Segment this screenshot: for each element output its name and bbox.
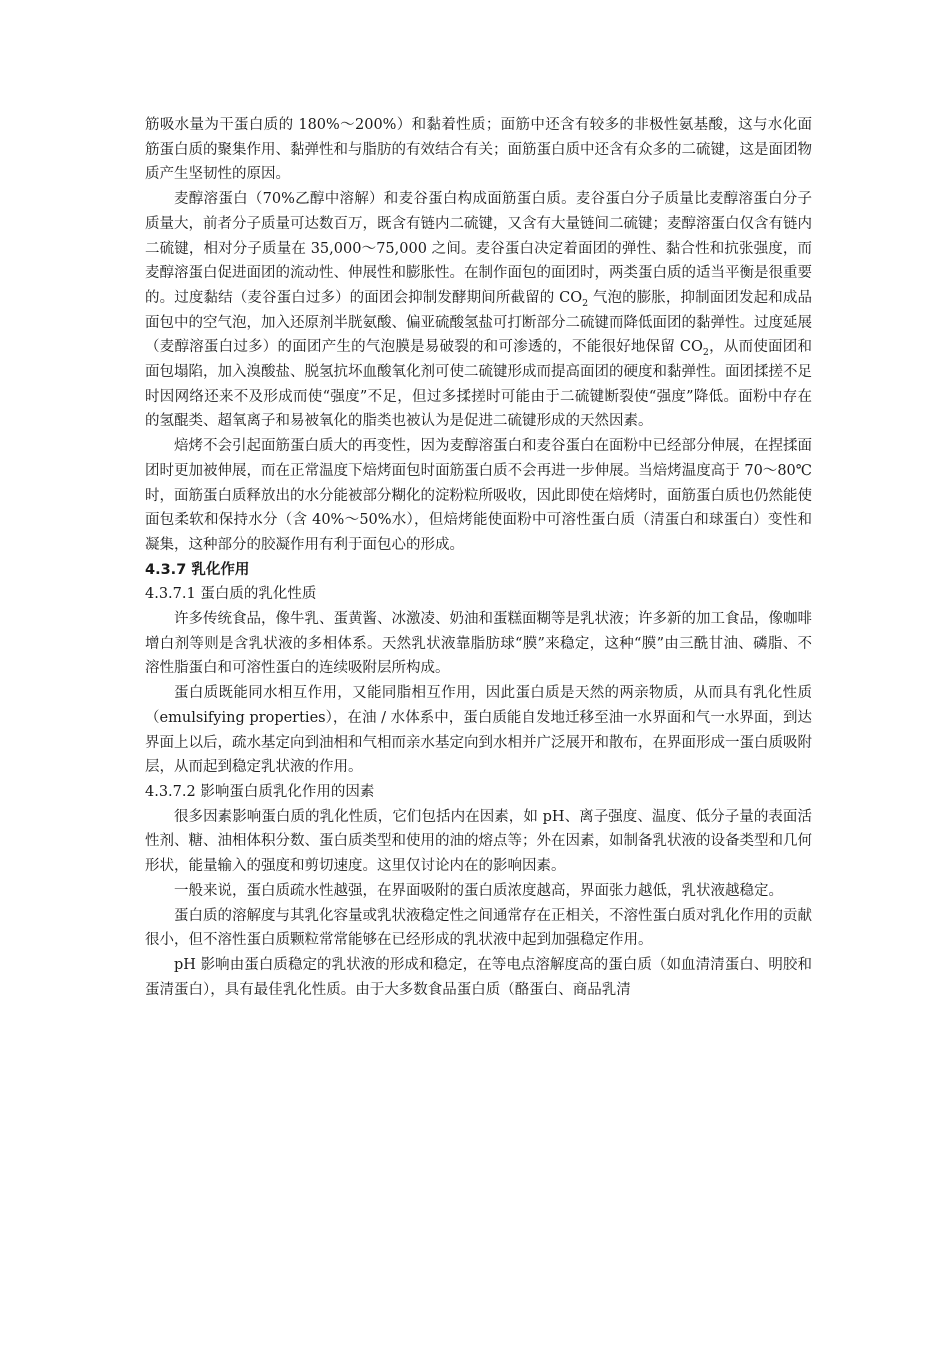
document-page (145, 113, 812, 1002)
subscript: 2 (702, 347, 709, 359)
paragraph-continuation: 筋吸水量为干蛋白质的 180%～200%）和黏着性质；面筋中还含有较多的非极性氨基酸，这与水化面筋蛋白质的聚集作用、黏弹性和与脂肪的有效结合有关；面筋蛋白质中还含有众多的二硫键，这是面团物质产生坚韧性的原因。 (145, 117, 812, 183)
paragraph-gluten-proteins (145, 187, 812, 434)
paragraph-baking: 焙烤不会引起面筋蛋白质大的再变性，因为麦醇溶蛋白和麦谷蛋白在面粉中已经部分伸展，在捏揉面团时更加被伸展，而在正常温度下焙烤面包时面筋蛋白质不会再进一步伸展。当焙烤温度高于 70～80℃时，面筋蛋白质释放出的水分能被部分糊化的淀粉粒所吸收，因此即使在焙烤时，面筋蛋白质也仍然能使面包柔软和保持水分（含 40%～50%水），但焙烤能使面粉中可溶性蛋白质（清蛋白和球蛋白）变性和凝集，这种部分的胶凝作用有利于面包心的形成。 (145, 438, 812, 553)
subsection-heading: 4.3.7.2 影响蛋白质乳化作用的因素 (145, 783, 375, 800)
paragraph-text: 气泡的膨胀，抑制面团发起和成品面包中的空气泡，加入还原剂半胱氨酸、偏亚硫酸氢盐可打断部分二硫键而降低面团的黏弹性。过度延展（麦醇溶蛋白过多）的面团产生的气泡膜是易破裂的和可渗透的，不能很好地保留 CO (145, 289, 813, 356)
paragraph-solubility: 蛋白质的溶解度与其乳化容量或乳状液稳定性之间通常存在正相关，不溶性蛋白质对乳化作用的贡献很小，但不溶性蛋白质颗粒常常能够在已经形成的乳状液中起到加强稳定作用。 (145, 907, 812, 949)
subscript: 2 (582, 297, 589, 309)
paragraph-amphiphilic: 蛋白质既能同水相互作用，又能同脂相互作用，因此蛋白质是天然的两亲物质，从而具有乳化性质（emulsifying properties），在油 / 水体系中，蛋白质能自发地迁移至油一水界面和气一水界面，到达界面上以后，疏水基定向到油相和气相而亲水基定向到水相并广泛展开和散布，在界面形成一蛋白质吸附层，从而起到稳定乳状液的作用。 (145, 685, 812, 776)
subsection-heading: 4.3.7.1 蛋白质的乳化性质 (145, 586, 317, 603)
paragraph-text: 麦醇溶蛋白（70%乙醇中溶解）和麦谷蛋白构成面筋蛋白质。麦谷蛋白分子质量比麦醇溶蛋白分子质量大，前者分子质量可达数百万，既含有链内二硫键，又含有大量链间二硫键；麦醇溶蛋白仅含有链内二硫键，相对分子质量在 35,000～75,000 之间。麦谷蛋白决定着面团的弹性、黏合性和抗张强度，而麦醇溶蛋白促进面团的流动性、伸展性和膨胀性。在制作面包的面团时，两类蛋白质的适当平衡是很重要的。过度黏结（麦谷蛋白过多）的面团会抑制发酵期间所截留的 CO (145, 191, 812, 306)
paragraph-factors: 很多因素影响蛋白质的乳化性质，它们包括内在因素，如 pH、离子强度、温度、低分子量的表面活性剂、糖、油相体积分数、蛋白质类型和使用的油的熔点等；外在因素，如制备乳状液的设备类型和几何形状，能量输入的强度和剪切速度。这里仅讨论内在的影响因素。 (145, 808, 812, 875)
section-heading: 4.3.7 乳化作用 (145, 561, 250, 578)
paragraph-emulsions: 许多传统食品，像牛乳、蛋黄酱、冰激凌、奶油和蛋糕面糊等是乳状液；许多新的加工食品，像咖啡增白剂等则是含乳状液的多相体系。天然乳状液靠脂肪球“膜”来稳定，这种“膜”由三酰甘油、磷脂、不溶性脂蛋白和可溶性蛋白的连续吸附层所构成。 (145, 611, 812, 677)
paragraph-ph: pH 影响由蛋白质稳定的乳状液的形成和稳定，在等电点溶解度高的蛋白质（如血清清蛋白、明胶和蛋清蛋白），具有最佳乳化性质。由于大多数食品蛋白质（酪蛋白、商品乳清 (145, 956, 812, 998)
paragraph-text: ，从而使面团和面包塌陷，加入溴酸盐、脱氢抗坏血酸氧化剂可使二硫键形成而提高面团的硬度和黏弹性。面团揉搓不足时因网络还来不及形成而使“强度”不足，但过多揉搓时可能由于二硫键断裂使“强度”降低。面粉中存在的氢醌类、超氧离子和易被氧化的脂类也被认为是促进二硫键形成的天然因素。 (145, 339, 812, 430)
paragraph-hydrophobicity: 一般来说，蛋白质疏水性越强，在界面吸附的蛋白质浓度越高，界面张力越低，乳状液越稳定。 (174, 882, 783, 899)
